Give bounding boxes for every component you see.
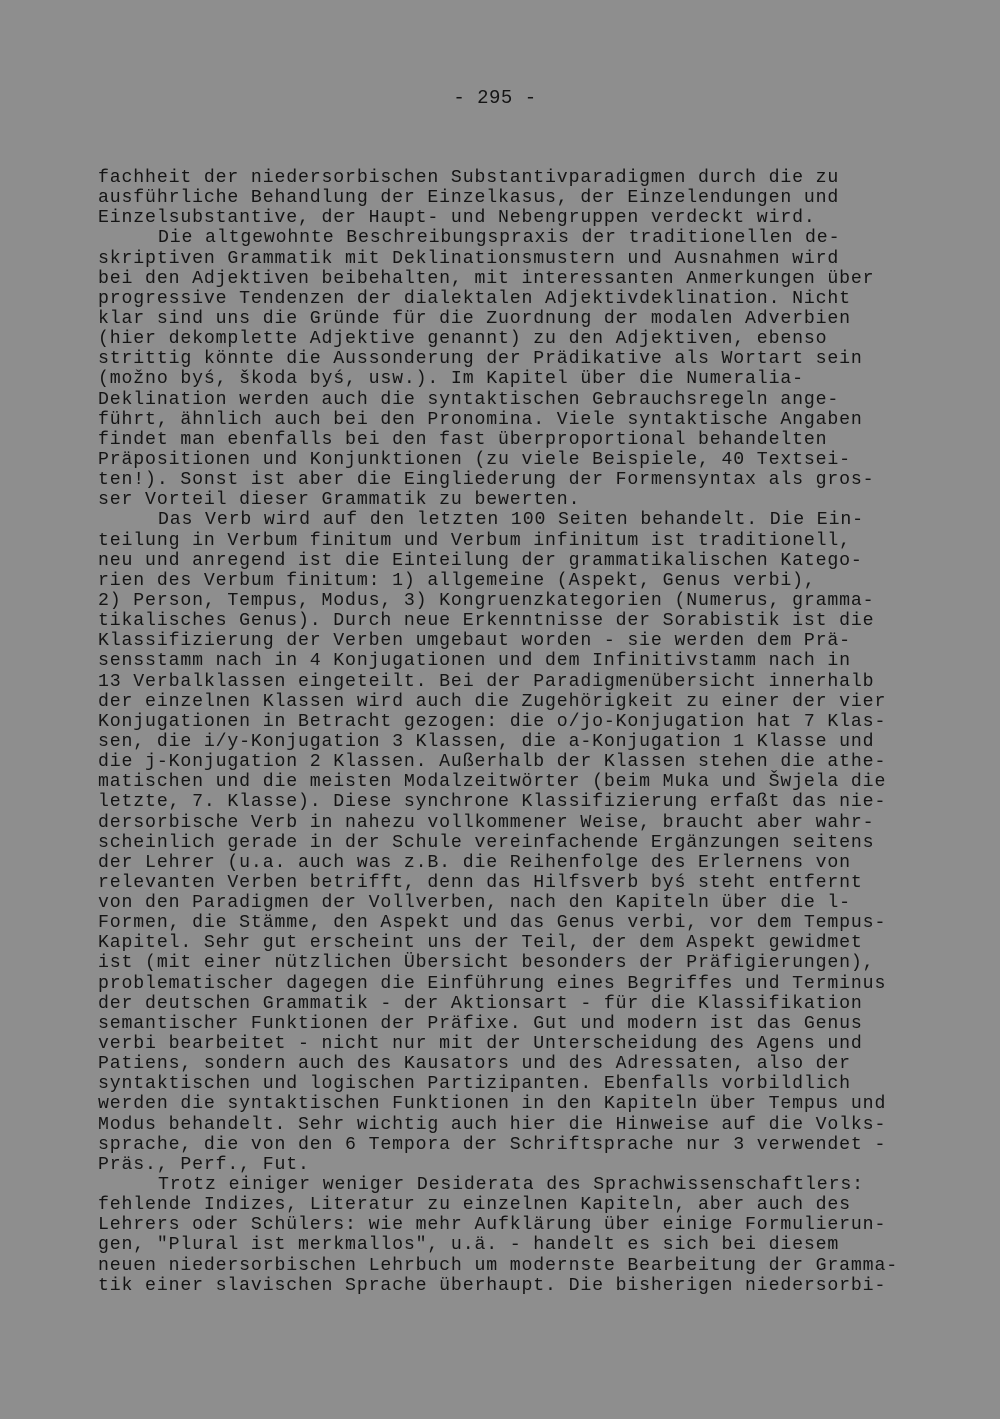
text-line: Formen, die Stämme, den Aspekt und das Genus verbi, vor dem Tempus-: [98, 913, 887, 934]
paragraph-first-line: Die altgewohnte Beschreibungspraxis der traditionellen de-: [158, 228, 841, 249]
text-line: skriptiven Grammatik mit Deklinationsmustern und Ausnahmen wird: [98, 248, 840, 269]
text-line: der einzelnen Klassen wird auch die Zugehörigkeit zu einer der vier: [98, 691, 887, 712]
text-line: der deutschen Grammatik - der Aktionsart - für die Klassifikation: [98, 993, 863, 1014]
text-line: progressive Tendenzen der dialektalen Adjektivdeklination. Nicht: [98, 288, 851, 309]
text-line: 2) Person, Tempus, Modus, 3) Kongruenzkategorien (Numerus, gramma-: [98, 590, 875, 611]
text-line: Konjugationen in Betracht gezogen: die o/jo-Konjugation hat 7 Klas-: [98, 711, 887, 732]
text-line: Deklination werden auch die syntaktischen Gebrauchsregeln ange-: [98, 389, 840, 410]
text-line: Kapitel. Sehr gut erscheint uns der Teil, der dem Aspekt gewidmet: [98, 933, 863, 954]
text-line: semantischer Funktionen der Präfixe. Gut und modern ist das Genus: [98, 1013, 863, 1034]
text-line: fachheit der niedersorbischen Substantivparadigmen durch die zu: [98, 168, 840, 188]
text-line: Präs., Perf., Fut.: [98, 1154, 310, 1175]
text-line: Modus behandelt. Sehr wichtig auch hier die Hinweise auf die Volks-: [98, 1114, 887, 1135]
text-line: dersorbische Verb in nahezu vollkommener Weise, braucht aber wahr-: [98, 812, 875, 833]
text-line: ist (mit einer nützlichen Übersicht besonders der Präfigierungen),: [98, 953, 875, 974]
text-line: tik einer slavischen Sprache überhaupt. Die bisherigen niedersorbi-: [98, 1275, 887, 1296]
text-line: ten!). Sonst ist aber die Eingliederung der Formensyntax als gros-: [98, 470, 875, 491]
text-line: 13 Verbalklassen eingeteilt. Bei der Paradigmenübersicht innerhalb: [98, 671, 875, 692]
page-number: - 295 -: [453, 87, 537, 109]
text-line: bei den Adjektiven beibehalten, mit interessanten Anmerkungen über: [98, 268, 875, 289]
text-line: die j-Konjugation 2 Klassen. Außerhalb der Klassen stehen die athe-: [98, 752, 887, 773]
text-line: letzte, 7. Klasse). Diese synchrone Klassifizierung erfaßt das nie-: [98, 792, 887, 813]
text-line: strittig könnte die Aussonderung der Prädikative als Wortart sein: [98, 349, 863, 370]
text-line: teilung in Verbum finitum und Verbum infinitum ist traditionell,: [98, 530, 851, 551]
text-line: führt, ähnlich auch bei den Pronomina. Viele syntaktische Angaben: [98, 409, 863, 430]
text-line: verbi bearbeitet - nicht nur mit der Unterscheidung des Agens und: [98, 1034, 863, 1055]
text-line: relevanten Verben betrifft, denn das Hilfsverb byś steht entfernt: [98, 872, 863, 893]
text-line: sprache, die von den 6 Tempora der Schriftsprache nur 3 verwendet -: [98, 1134, 887, 1155]
text-line: fehlende Indizes, Literatur zu einzelnen Kapiteln, aber auch des: [98, 1195, 851, 1216]
text-line: Präpositionen und Konjunktionen (zu viele Beispiele, 40 Textsei-: [98, 449, 851, 470]
text-line: Einzelsubstantive, der Haupt- und Nebengruppen verdeckt wird.: [98, 208, 816, 229]
text-line: neu und anregend ist die Einteilung der grammatikalischen Katego-: [98, 550, 863, 571]
text-line: von den Paradigmen der Vollverben, nach den Kapiteln über die l-: [98, 893, 851, 914]
text-line: syntaktischen und logischen Partizipanten. Ebenfalls vorbildlich: [98, 1074, 851, 1095]
text-line: ser Vorteil dieser Grammatik zu bewerten.: [98, 490, 581, 511]
text-line: werden die syntaktischen Funktionen in den Kapiteln über Tempus und: [98, 1094, 887, 1115]
text-line: der Lehrer (u.a. auch was z.B. die Reihenfolge des Erlernens von: [98, 852, 851, 873]
text-line: scheinlich gerade in der Schule vereinfachende Ergänzungen seitens: [98, 832, 875, 853]
text-line: ausführliche Behandlung der Einzelkasus, der Einzelendungen und: [98, 188, 840, 209]
text-line: neuen niedersorbischen Lehrbuch um modernste Bearbeitung der Gramma-: [98, 1255, 898, 1276]
text-line: Klassifizierung der Verben umgebaut worden - sie werden dem Prä-: [98, 631, 851, 652]
text-line: sensstamm nach in 4 Konjugationen und dem Infinitivstamm nach in: [98, 651, 851, 672]
paragraph-first-line: Das Verb wird auf den letzten 100 Seiten behandelt. Die Ein-: [158, 510, 864, 531]
text-line: klar sind uns die Gründe für die Zuordnung der modalen Adverbien: [98, 308, 851, 329]
text-line: matischen und die meisten Modalzeitwörter (beim Muka und Šwjela die: [98, 772, 887, 793]
body-text: [98, 168, 903, 1296]
paragraph-first-line: Trotz einiger weniger Desiderata des Sprachwissenschaftlers:: [158, 1175, 864, 1196]
text-line: (možno byś, škoda byś, usw.). Im Kapitel über die Numeralia-: [98, 369, 804, 390]
text-line: (hier dekomplette Adjektive genannt) zu den Adjektiven, ebenso: [98, 329, 828, 350]
text-line: gen, "Plural ist merkmallos", u.ä. - handelt es sich bei diesem: [98, 1235, 840, 1256]
text-line: Lehrers oder Schülers: wie mehr Aufklärung über einige Formulierun-: [98, 1215, 887, 1236]
text-line: findet man ebenfalls bei den fast überproportional behandelten: [98, 429, 828, 450]
text-line: problematischer dagegen die Einführung eines Begriffes und Terminus: [98, 973, 887, 994]
text-line: sen, die i/y-Konjugation 3 Klassen, die a-Konjugation 1 Klasse und: [98, 731, 875, 752]
text-line: rien des Verbum finitum: 1) allgemeine (Aspekt, Genus verbi),: [98, 570, 816, 591]
text-line: Patiens, sondern auch des Kausators und des Adressaten, also der: [98, 1054, 851, 1075]
text-line: tikalisches Genus). Durch neue Erkenntnisse der Sorabistik ist die: [98, 611, 875, 632]
